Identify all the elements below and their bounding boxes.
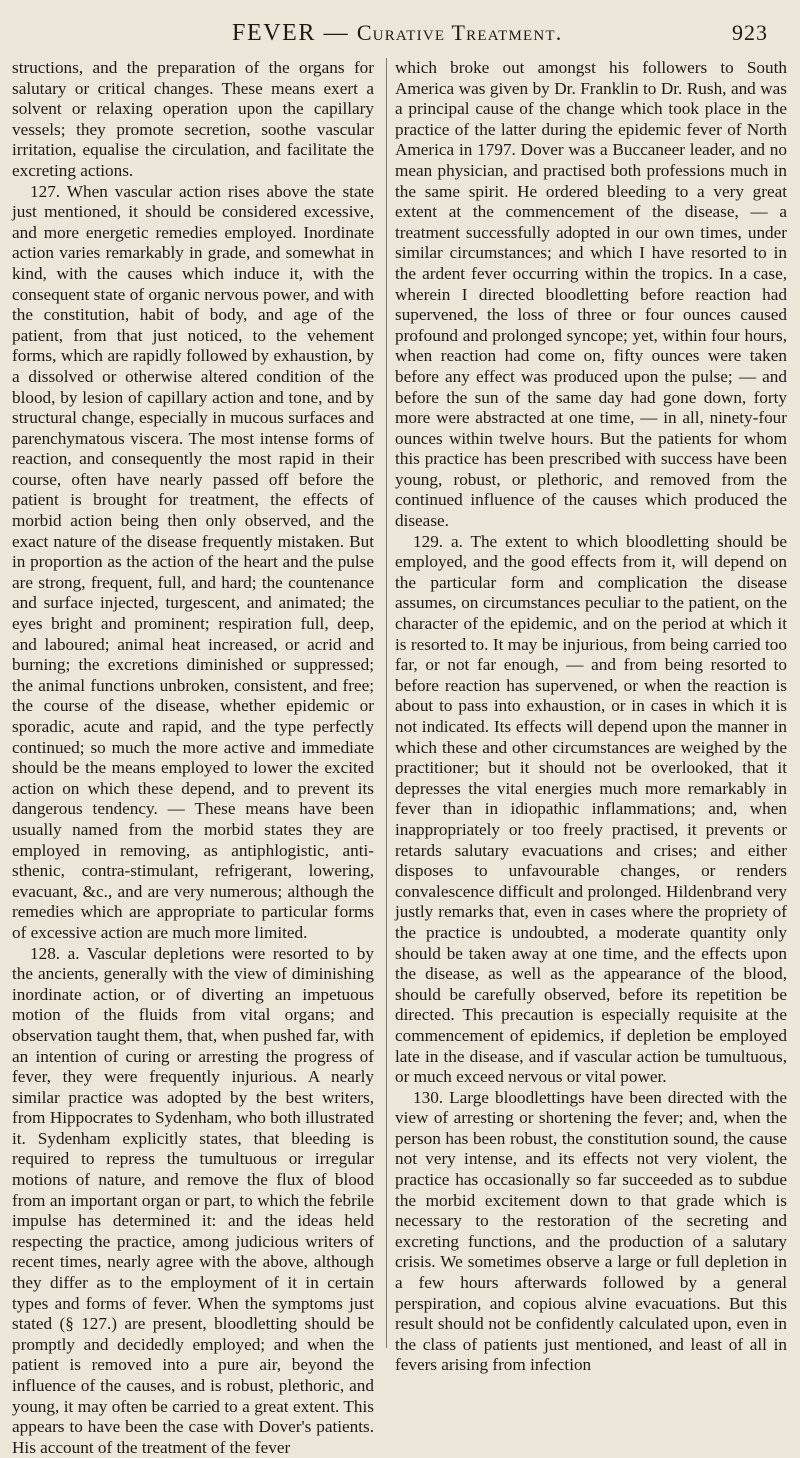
paragraph-128: 128. a. Vascular depletions were resorted to by the ancients, generally with the view of diminishing inordinate action, or of diverting an impetuous motion of the fluids from vital organs; and observation taught them, that, when pushed far, with an intention of curing or arresting the progress of fever, they were frequently injurious. A nearly similar practice was adopted by the best writers, from Hippocrates to Sydenham, who both illustrated it. Sydenham explicitly states, that bleeding is required to repress the tumultuous or irregular motions of nature, and remove the flux of blood from an important organ or part, to which the febrile impulse has determined it: and the ideas held respecting the practice, among judicious writers of recent times, nearly agree with the above, although they differ as to the employment of it in certain types and forms of fever. When the symptoms just stated (§ 127.) are present, bloodletting should be promptly and decidedly employed; and when the patient is removed into a pure air, beyond the influence of the causes, and is robust, plethoric, and young, it may often be carried to a great extent. This appears to have been the case with Dover's patients. His account of the treatment of the fever: [12, 943, 374, 1457]
running-head-subtitle: Curative Treatment.: [356, 20, 563, 45]
paragraph-129: 129. a. The extent to which bloodletting should be employed, and the good effects from it, will depend on the particular form and complication the disease assumes, on circumstances peculiar to the patient, on the character of the epidemic, and on the period at which it is resorted to. It may be injurious, from being carried too far, or not far enough, — and from being resorted to before reaction has supervened, or when the reaction is about to pass into exhaustion, or in cases in which it is not indicated. Its effects will depend upon the manner in which these and other circumstances are weighed by the practitioner; but it should not be overlooked, that it depresses the vital energies much more remarkably in fever than in idiopathic inflammations; and, when inappropriately or too freely practised, it prevents or retards salutary evacuations and crises; and either disposes to unfavourable changes, or renders convalescence difficult and prolonged. Hildenbrand very justly remarks that, even in cases where the propriety of the practice is undoubted, a moderate quantity only should be taken away at one time, and the effects upon the disease, as well as the appearance of the blood, should be carefully observed, before its repetition be directed. This precaution is especially requisite at the commencement of epidemics, if depletion be employed late in the disease, and if vascular action be tumultuous, or much exceed nervous or vital power.: [395, 531, 787, 1087]
left-column: [12, 58, 374, 1458]
paragraph-130: 130. Large bloodlettings have been directed with the view of arresting or shortening the fever; and, when the person has been robust, the constitution sound, the cause not very intense, and its effects not very violent, the practice has occasionally so far succeeded as to subdue the morbid excitement down to that grade which is necessary to the restoration of the secreting and excreting functions, and the production of a salutary crisis. We sometimes observe a large or full depletion in a few hours afterwards followed by a general perspiration, and copious alvine evacuations. But this result should not be confidently calculated upon, even in the class of patients just mentioned, and least of all in fevers arising from infection: [395, 1087, 787, 1375]
page-header: [0, 10, 800, 56]
paragraph-127: 127. When vascular action rises above the state just mentioned, it should be considered excessive, and more energetic remedies employed. Inordinate action varies remarkably in grade, and somewhat in kind, with the causes which induce it, with the consequent state of organic nervous power, and with the constitution, habit of body, and age of the patient, from that just noticed, to the vehement forms, which are rapidly followed by exhaustion, by a dissolved or otherwise altered condition of the blood, by lesion of capillary action and tone, and by structural change, especially in mucous surfaces and parenchymatous viscera. The most intense forms of reaction, and consequently the most rapid in their course, often have nearly passed off before the patient is brought for treatment, the effects of morbid action being then only observed, and the exact nature of the disease frequently mistaken. But in proportion as the action of the heart and the pulse are strong, frequent, full, and hard; the countenance and surface injected, turgescent, and animated; the eyes bright and prominent; respiration full, deep, and laboured; animal heat increased, or acrid and burning; the excretions diminished or suppressed; the animal functions unbroken, consistent, and free; the course of the disease, whether epidemic or sporadic, acute and rapid, and the type perfectly continued; so much the more active and immediate should be the means employed to lower the excited action on which these depend, and to prevent its dangerous tendency. — These means have been usually named from the morbid states they are employed in removing, as antiphlogistic, anti-sthenic, contra-stimulant, refrigerant, lowering, evacuant, &c., and are very numerous; although the remedies which are appropriate to particular forms of excessive action are much more limited.: [12, 181, 374, 942]
page-number: 923: [732, 20, 768, 45]
column-divider: [386, 58, 387, 1348]
right-column: [395, 58, 787, 1376]
paragraph-128-continued: which broke out amongst his followers to South America was given by Dr. Franklin to Dr. Rush, and was a principal cause of the change which took place in the practice of the latter during the epidemic fever of North America in 1797. Dover was a Buccaneer leader, and no mean physician, and practised both professions much in the same spirit. He ordered bleeding to a very great extent at the commencement of the disease, — a treatment successfully adopted in our own times, under similar circumstances; and which I have resorted to in the ardent fever occurring within the tropics. In a case, wherein I directed bloodletting before reaction had supervened, the loss of three or four ounces caused profound and prolonged syncope; yet, within four hours, when reaction had come on, fifty ounces were taken before any effect was produced upon the pulse; — and before the sun of the same day had gone down, forty more were abstracted at one time, — in all, ninety-four ounces within twelve hours. But the patients for whom this practice has been prescribed with success have been young, robust, or plethoric, and removed from the continued influence of the causes which produced the disease.: [395, 58, 787, 531]
running-head: [232, 20, 562, 47]
running-head-main: FEVER —: [232, 20, 357, 46]
paragraph-continued: structions, and the preparation of the organs for salutary or critical changes. These means exert a solvent or relaxing operation upon the capillary vessels; they promote secretion, soothe vascular irritation, equalise the circulation, and facilitate the excreting actions.: [12, 58, 374, 180]
